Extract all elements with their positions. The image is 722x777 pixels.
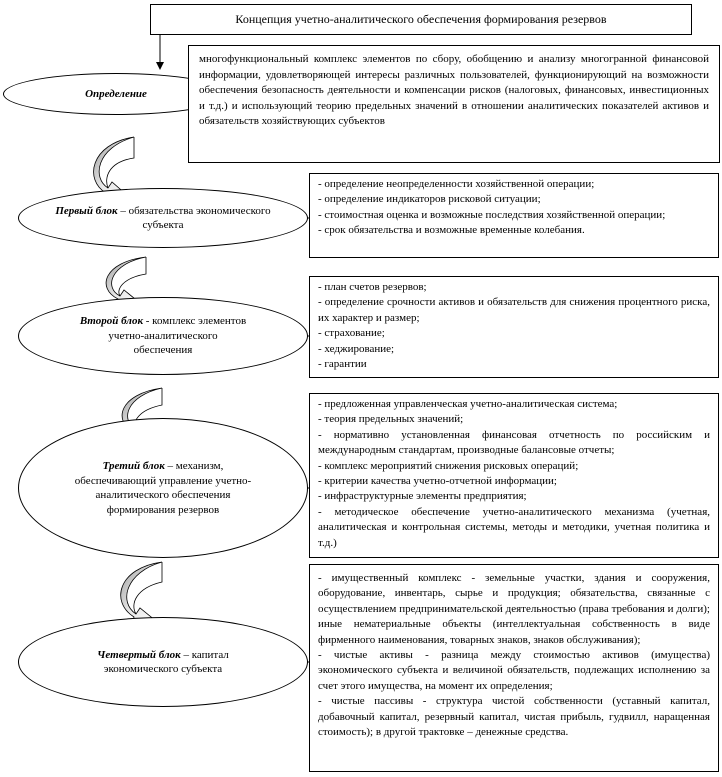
block2-list xyxy=(309,276,719,378)
title-arrow xyxy=(156,35,164,70)
block1-label-rest: – обязательства экономического субъекта xyxy=(117,204,271,231)
list-item: - план счетов резервов; xyxy=(318,281,427,293)
block4-label-rest: – капитал экономического субъекта xyxy=(103,648,229,675)
list-item: - критерии качества учетно-отчетной информации; xyxy=(318,475,557,488)
list-item: - чистые пассивы - структура чистой собственности (уставный капитал, добавочный капитал, резервный капитал, чистая прибыль, гудвилл, наращенная стоимость); в другой трактовке – денежные средства. xyxy=(318,695,710,739)
list-item: - чистые активы - разница между стоимостью активов (имущества) экономического субъекта и величиной обязательств, подлежащих исполнению за счет этого имущества, на момент их определения; xyxy=(318,649,710,692)
list-item: - инфраструктурные элементы предприятия; xyxy=(318,490,527,503)
block1-ellipse xyxy=(18,188,308,248)
block1-list xyxy=(309,173,719,258)
list-item: - нормативно установленная финансовая отчетность по российским и международным стандартам, производные балансовые отчеты; xyxy=(318,428,710,457)
definition-label: Определение xyxy=(85,87,147,100)
list-item: - хеджирование; xyxy=(318,342,395,355)
list-item: - страхование; xyxy=(318,327,385,340)
list-item: - определение неопределенности хозяйственной операции; xyxy=(318,178,595,190)
block2-label-rest: - комплекс элементов учетно-аналитического обеспечения xyxy=(108,315,247,357)
diagram-title: Концепция учетно-аналитического обеспечения формирования резервов xyxy=(150,4,692,35)
block3-list xyxy=(309,393,719,558)
list-item: - предложенная управленческая учетно-аналитическая система; xyxy=(318,398,618,410)
list-item: - срок обязательства и возможные временные колебания. xyxy=(318,224,585,237)
block3-label-bold: Третий блок xyxy=(102,460,165,472)
block4-label-bold: Четвертый блок xyxy=(97,648,181,661)
block4-list xyxy=(309,564,719,772)
block3-ellipse xyxy=(18,418,308,558)
list-item: - определение индикаторов рисковой ситуации; xyxy=(318,193,541,206)
block4-ellipse xyxy=(18,617,308,707)
list-item: - определение срочности активов и обязательств для снижения процентного риска, их характер и размер; xyxy=(318,296,710,324)
list-item: - гарантии xyxy=(318,358,367,371)
block2-label-bold: Второй блок xyxy=(79,315,144,328)
curved-arrow-4-icon xyxy=(121,562,162,624)
list-item: - стоимостная оценка и возможные последствия хозяйственной операции; xyxy=(318,208,666,221)
list-item: - методическое обеспечение учетно-аналитического механизма (учетная, аналитическая и контрольная системы, методы и методики, учетная политика и т.д.) xyxy=(318,505,710,549)
list-item: - теория предельных значений; xyxy=(318,413,464,426)
list-item: - имущественный комплекс - земельные участки, здания и сооружения, оборудование, инвентарь, сырье и продукция; обязательства, связанные с осуществлением предпринимательской деятельностью (права требования и долги); иные нематериальные объекты (интеллектуальная собственность в виде фирменного наименования, товарных знаков, знаков обслуживания); xyxy=(318,572,710,646)
list-item: - комплекс мероприятий снижения рисковых операций; xyxy=(318,459,579,472)
block3-label-rest: – механизм, обеспечивающий управление учетно-аналитического обеспечения формирования резервов xyxy=(74,460,252,516)
block1-label-bold: Первый блок xyxy=(55,204,118,217)
definition-box: многофункциональный комплекс элементов по сбору, обобщению и анализу многогранной финансовой информации, удовлетворяющей интересы различных пользователей, функционирующий на возможности обеспечения безопасность деятельности и компенсации рисков (налоговых, финансовых, инвестиционных и т.д.) и использующий теорию предельных значений в отношении аналитических показателей активов и обязательств хозяйствующих субъектов xyxy=(188,45,720,163)
block2-ellipse xyxy=(18,297,308,375)
